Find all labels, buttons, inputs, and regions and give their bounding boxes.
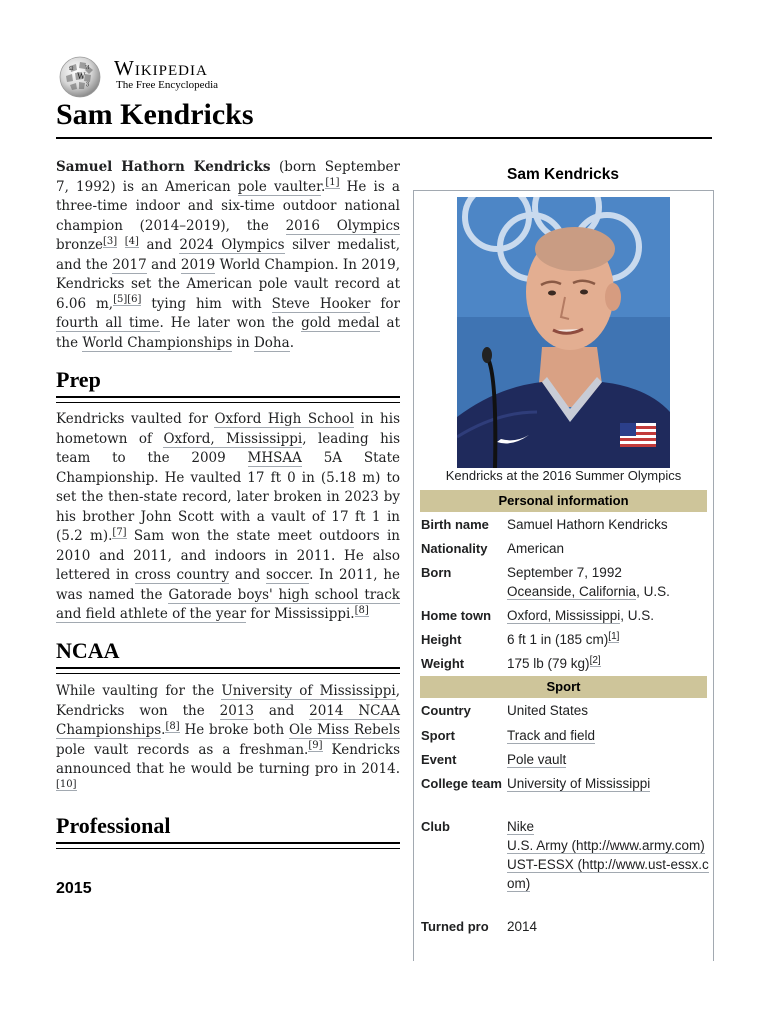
reference-link[interactable]: [8] [354, 604, 369, 616]
text-run: American [507, 541, 565, 556]
text-run: 5A State Championship. He vaulted 17 ft 0 in (5.18 m) to set the then-state record, later broken in 2023 by his brother John Scott with a vault of 17 ft 1 in (5.2 m). [56, 450, 400, 544]
text-run: . [289, 334, 294, 351]
reference-link[interactable]: [8] [165, 720, 180, 732]
infobox-label-college-team: College team [421, 776, 502, 791]
reference-sup [165, 721, 179, 733]
text-run: United States [507, 703, 589, 718]
section-heading-prep: Prep [56, 367, 101, 392]
inline-link[interactable]: Track and field [507, 728, 596, 743]
infobox-value-college-team [507, 774, 709, 793]
reference-sup [112, 527, 126, 539]
text-run: pole vault records as a freshman. [56, 741, 309, 758]
photo-caption: Kendricks at the 2016 Summer Olympics [445, 468, 682, 483]
reference-link[interactable]: [3] [103, 235, 118, 247]
inline-link[interactable]: cross country [134, 567, 230, 583]
infobox-label-birth-name: Birth name [421, 517, 489, 532]
title-divider [56, 137, 712, 139]
text-run: Samuel Hathorn Kendricks [507, 517, 668, 532]
infobox-value-birth-name [507, 515, 709, 534]
section-divider [56, 842, 400, 849]
infobox-value-weight [507, 654, 709, 673]
reference-sup [103, 236, 117, 248]
text-run: in his hometown of [56, 411, 400, 447]
section-divider [56, 667, 400, 674]
section-body-ncaa [56, 682, 400, 799]
text-run: and [146, 256, 181, 273]
reference-sup [355, 605, 369, 617]
text-run: and [138, 237, 180, 253]
reference-sup [308, 740, 322, 752]
athlete-photo[interactable] [457, 197, 670, 468]
section-divider [56, 396, 400, 403]
text-run: 175 lb (79 kg) [507, 656, 590, 671]
reference-link[interactable]: [1] [325, 177, 340, 188]
infobox-value-turned-pro [507, 917, 709, 936]
inline-link[interactable]: Gatorade boys' high school track and field athlete of the year [56, 586, 400, 622]
text-run: at the [56, 315, 400, 351]
inline-link[interactable]: Steve Hooker [271, 295, 371, 312]
inline-link[interactable]: MHSAA [247, 450, 302, 466]
infobox-section-sport: Sport [420, 676, 707, 698]
inline-link[interactable]: Doha [253, 334, 290, 351]
text-run: . He later won the [159, 315, 302, 331]
text-run: 2014 [507, 919, 538, 934]
inline-link[interactable]: University of Mississippi [221, 683, 396, 699]
text-run: for Mississippi. [246, 606, 355, 622]
inline-link[interactable]: University of Mississippi [507, 776, 651, 791]
inline-link[interactable]: Nike [507, 819, 535, 834]
text-run: World Champion. In 2019, Kendricks set the American pole vault record at 6.06 m, [56, 256, 400, 312]
text-run: , leading his team to the 2009 [56, 430, 401, 466]
svg-text:Ω: Ω [69, 66, 74, 72]
text-run: He broke both [179, 722, 289, 738]
reference-sup [127, 294, 141, 306]
text-run: Sam won the state meet outdoors in 2010 and 2011, and indoors in 2011. He also lettered in [56, 528, 400, 583]
reference-sup [608, 631, 619, 643]
subsection-heading-2015: 2015 [56, 880, 92, 897]
reference-link[interactable]: [4] [124, 235, 139, 247]
infobox-label-home-town: Home town [421, 608, 492, 623]
reference-link[interactable]: [5] [113, 294, 128, 305]
reference-link[interactable]: [6] [127, 294, 142, 305]
infobox-value-nationality [507, 539, 709, 558]
reference-link[interactable]: [2] [589, 654, 601, 666]
inline-link[interactable]: Oxford, Mississippi [507, 608, 621, 623]
svg-text:W: W [77, 71, 86, 81]
inline-link[interactable]: soccer [265, 567, 310, 583]
inline-link[interactable]: Oceanside, California [507, 584, 637, 599]
infobox-title: Sam Kendricks [507, 166, 619, 183]
infobox [413, 190, 714, 961]
text-run: (born September 7, 1992) is an American [56, 159, 400, 195]
svg-text:ვ: ვ [86, 81, 90, 87]
text-run [117, 237, 125, 253]
infobox-section-personal: Personal information [420, 490, 707, 512]
reference-link[interactable]: [10] [56, 779, 77, 790]
text-run: He is a three-time indoor and six-time outdoor national champion (2014–2019), the [56, 178, 400, 234]
reference-sup [325, 177, 339, 189]
infobox-label-event: Event [421, 752, 457, 767]
reference-sup [56, 779, 77, 791]
inline-link[interactable]: 2016 Olympics [285, 217, 400, 234]
inline-link[interactable]: 2024 Olympics [179, 237, 285, 253]
inline-link[interactable]: fourth all time [56, 315, 160, 331]
reference-link[interactable]: [1] [608, 630, 620, 642]
text-run: Kendricks announced that he would be turning pro in 2014. [56, 741, 400, 777]
reference-sup [125, 236, 139, 248]
infobox-label-born: Born [421, 565, 452, 580]
infobox-value-club [507, 817, 709, 893]
bold-text: Samuel Hathorn Kendricks [56, 159, 271, 175]
infobox-label-club: Club [421, 819, 450, 834]
inline-link[interactable]: 2013 [219, 702, 254, 719]
text-run: . [321, 178, 326, 195]
text-run: , Kendricks won the [56, 683, 400, 719]
inline-link[interactable]: 2017 [112, 256, 147, 273]
text-run: silver medalist, and the [56, 237, 400, 273]
inline-link[interactable]: World Championships [82, 334, 233, 351]
infobox-label-sport: Sport [421, 728, 455, 743]
text-run: While vaulting for the [56, 683, 222, 699]
inline-link[interactable]: Ole Miss Rebels [288, 722, 401, 738]
inline-link[interactable]: Oxford, Mississippi [163, 430, 303, 447]
infobox-label-height: Height [421, 632, 462, 647]
infobox-value-born [507, 563, 709, 601]
site-wordmark[interactable]: Wikipedia [114, 56, 208, 80]
text-run: and [253, 702, 310, 719]
infobox-label-turned-pro: Turned pro [421, 919, 489, 934]
infobox-label-nationality: Nationality [421, 541, 488, 556]
reference-sup [590, 655, 601, 667]
reference-sup [113, 294, 127, 306]
infobox-value-sport [507, 726, 709, 745]
inline-link[interactable]: 2019 [180, 256, 216, 273]
text-run: . [161, 722, 166, 738]
reference-link[interactable]: [9] [308, 740, 323, 751]
text-run: for [370, 295, 400, 312]
infobox-value-country [507, 701, 709, 720]
text-run: September 7, 1992 [507, 565, 622, 580]
infobox-value-home-town [507, 606, 709, 625]
inline-link[interactable]: pole vaulter [237, 178, 322, 195]
text-run: bronze [56, 237, 104, 253]
infobox-label-weight: Weight [421, 656, 465, 671]
section-heading-ncaa: NCAA [56, 638, 120, 663]
page-title: Sam Kendricks [56, 98, 254, 131]
section-heading-professional: Professional [56, 813, 171, 838]
inline-link[interactable]: gold medal [301, 315, 380, 331]
infobox-value-event [507, 750, 709, 769]
wikipedia-globe-logo[interactable] [56, 54, 104, 98]
lead-paragraph [56, 158, 400, 353]
section-body-prep [56, 410, 400, 625]
text-run: . In 2011, he was named the [56, 567, 401, 603]
infobox-label-country: Country [421, 703, 471, 718]
text-run: , U.S. [620, 608, 655, 623]
infobox-value-height [507, 630, 709, 649]
inline-link[interactable]: UST-ESSX (http://www.ust-essx.com) [507, 857, 709, 891]
inline-link[interactable]: U.S. Army (http://www.army.com) [507, 838, 705, 853]
text-run: , U.S. [636, 584, 670, 599]
reference-link[interactable]: [7] [112, 526, 127, 538]
text-run: tying him with [141, 295, 272, 312]
site-tagline: The Free Encyclopedia [116, 79, 219, 91]
inline-link[interactable]: 2014 NCAA Championships [56, 702, 400, 738]
inline-link[interactable]: Oxford High School [214, 411, 354, 427]
svg-text:И: И [85, 65, 90, 71]
text-run: Kendricks vaulted for [56, 411, 215, 427]
text-run: in [232, 334, 254, 351]
text-run: 6 ft 1 in (185 cm) [507, 632, 609, 647]
text-run: and [229, 567, 266, 583]
inline-link[interactable]: Pole vault [507, 752, 567, 767]
